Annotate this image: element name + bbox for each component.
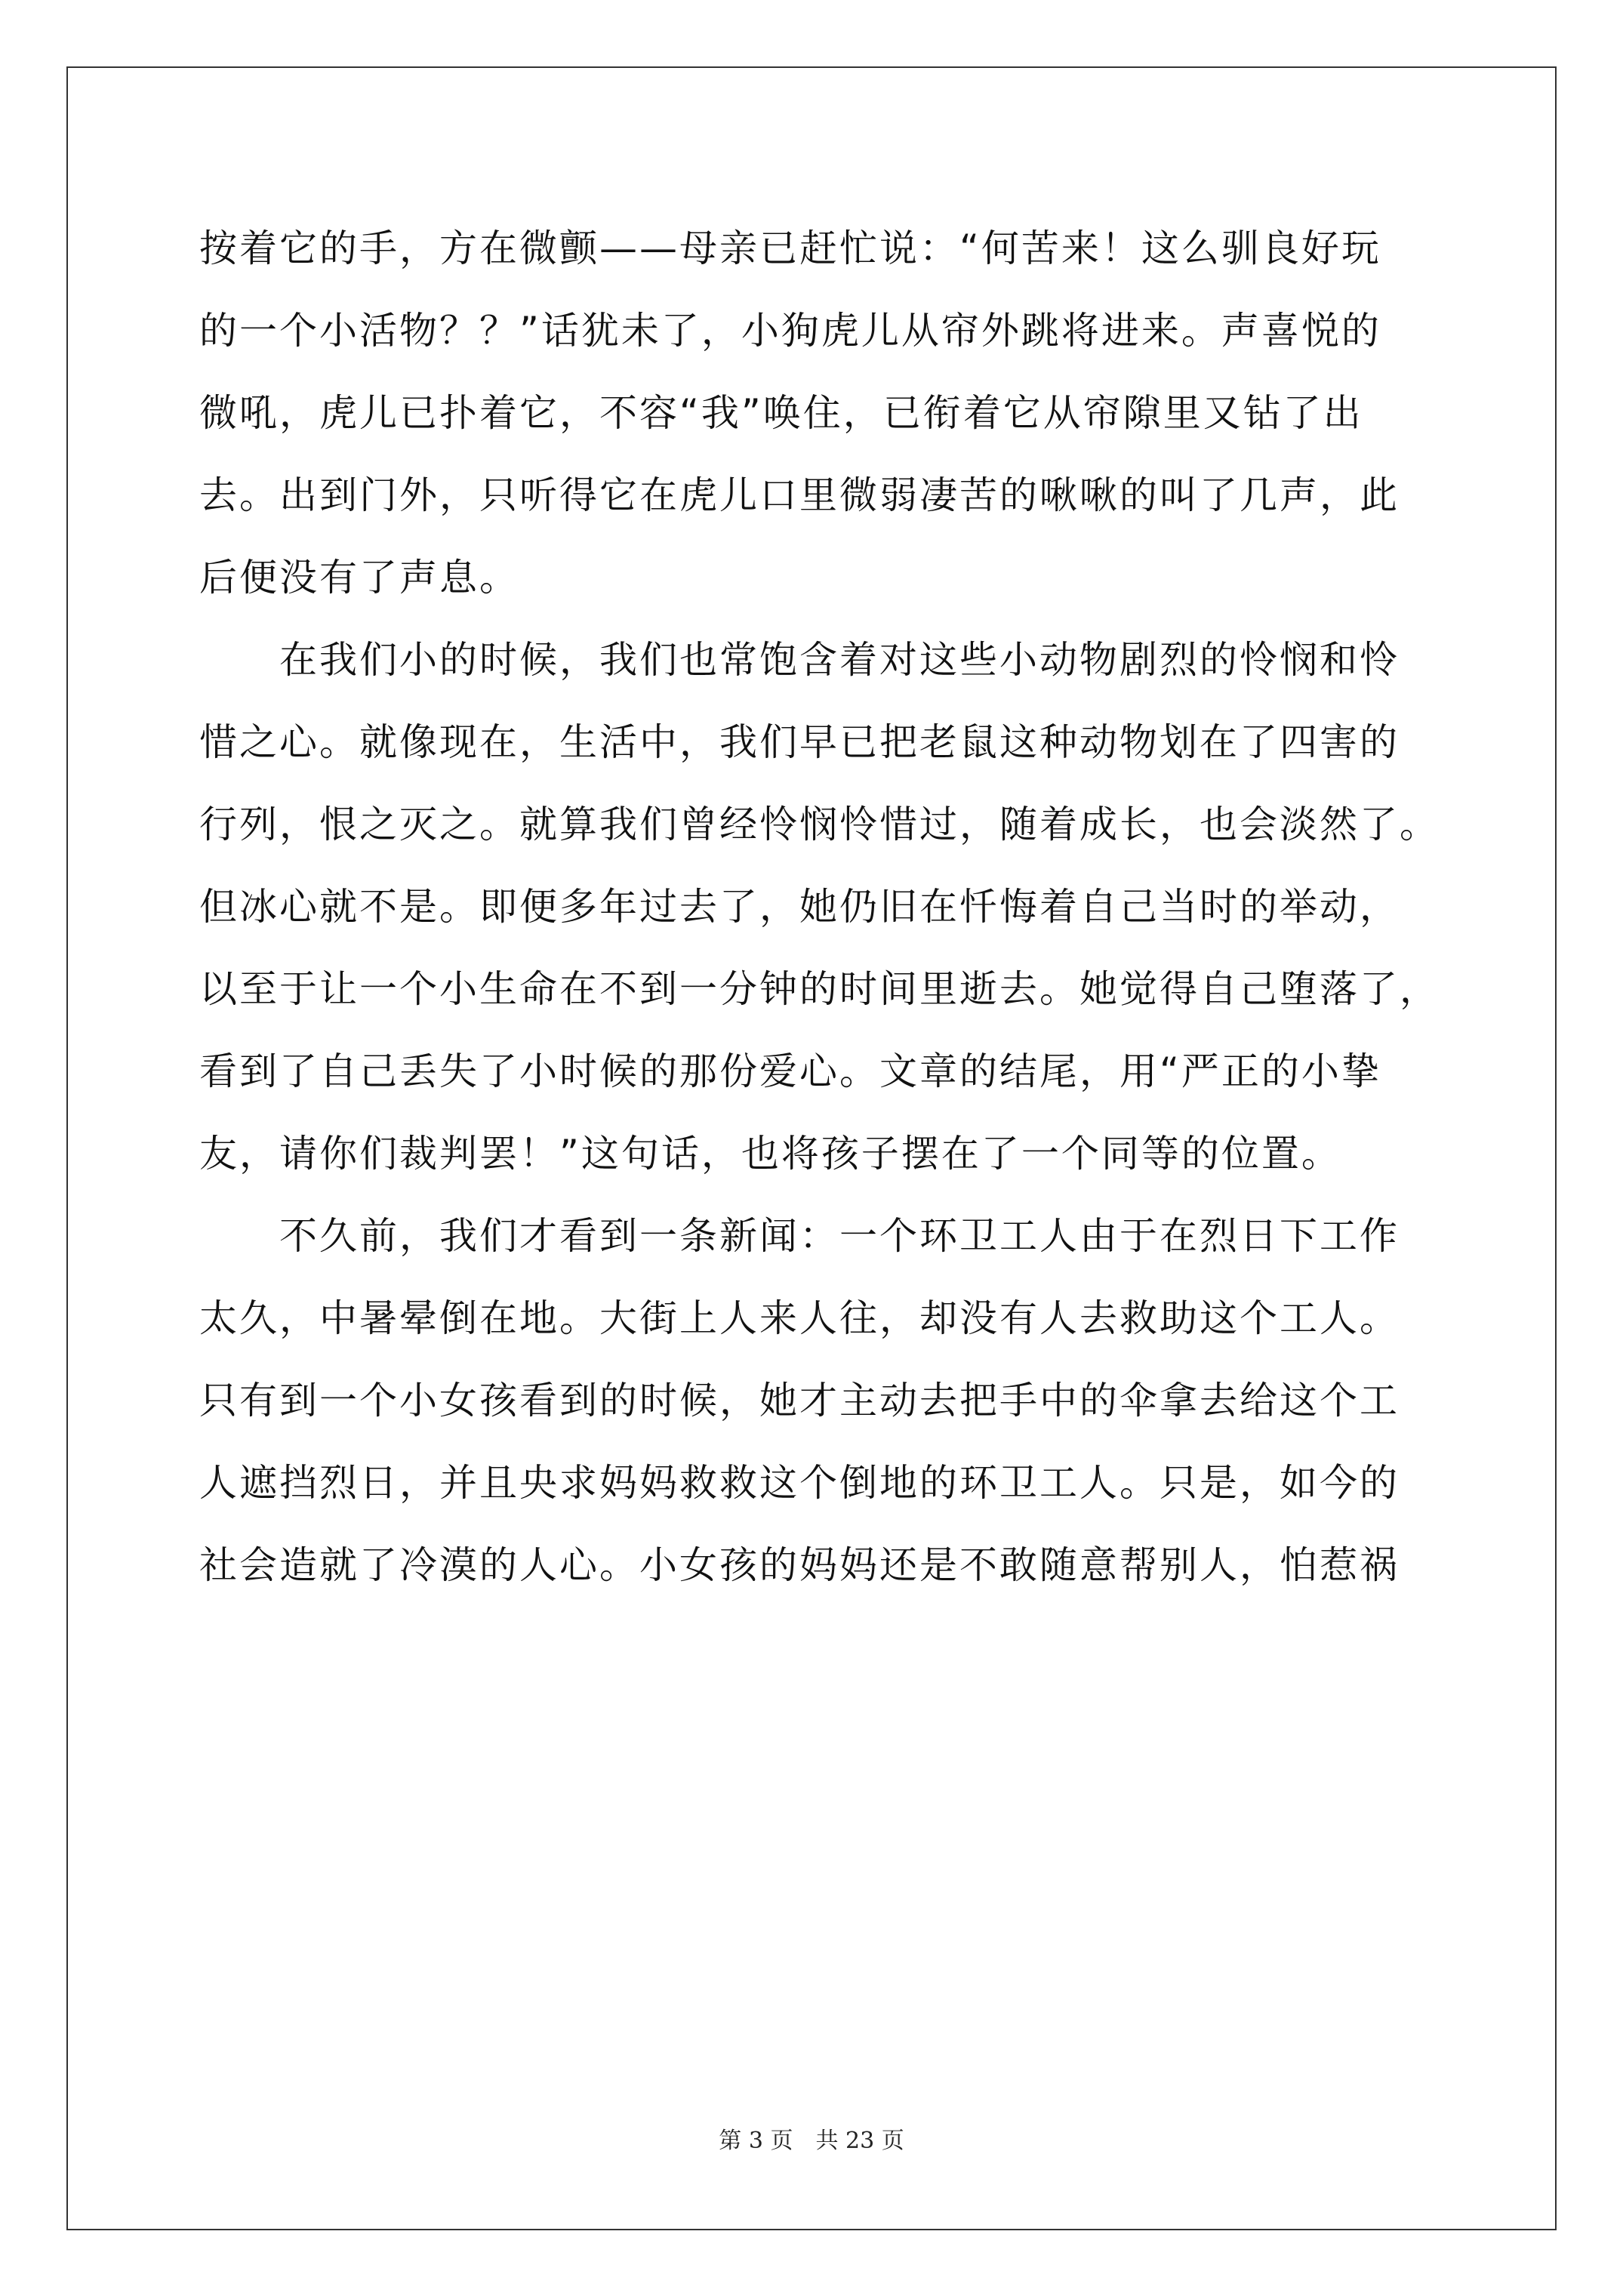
text-line: 但冰心就不是。即便多年过去了，她仍旧在忏悔着自己当时的举动， bbox=[199, 885, 1400, 929]
text-line: 友，请你们裁判罢！”这句话，也将孩子摆在了一个同等的位置。 bbox=[199, 1132, 1341, 1176]
text-line: 以至于让一个小生命在不到一分钟的时间里逝去。她觉得自己堕落了， bbox=[199, 967, 1440, 1011]
page-number-footer: 第 3 页 共 23 页 bbox=[719, 2128, 904, 2154]
text-line: 人遮挡烈日，并且央求妈妈救救这个倒地的环卫工人。只是，如今的 bbox=[199, 1461, 1400, 1505]
text-line: 的一个小活物？？”话犹未了，小狗虎儿从帘外跳将进来。声喜悦的 bbox=[199, 309, 1381, 353]
text-line: 社会造就了冷漠的人心。小女孩的妈妈还是不敢随意帮别人，怕惹祸 bbox=[199, 1543, 1400, 1587]
text-line: 太久，中暑晕倒在地。大街上人来人往，却没有人去救助这个工人。 bbox=[199, 1296, 1400, 1340]
text-line: 不久前，我们才看到一条新闻：一个环卫工人由于在烈日下工作 bbox=[199, 1214, 1400, 1258]
text-line: 惜之心。就像现在，生活中，我们早已把老鼠这种动物划在了四害的 bbox=[199, 720, 1400, 764]
text-line: 在我们小的时候，我们也常饱含着对这些小动物剧烈的怜悯和怜 bbox=[199, 638, 1400, 682]
text-line: 行列，恨之灭之。就算我们曾经怜悯怜惜过，随着成长，也会淡然了。 bbox=[199, 803, 1440, 846]
text-line: 按着它的手，方在微颤——母亲已赶忙说：“何苦来！这么驯良好玩 bbox=[199, 227, 1381, 270]
text-line: 只有到一个小女孩看到的时候，她才主动去把手中的伞拿去给这个工 bbox=[199, 1379, 1400, 1422]
text-line: 微吼，虎儿已扑着它，不容“我”唤住，已衔着它从帘隙里又钻了出 bbox=[199, 391, 1363, 435]
text-line: 看到了自己丢失了小时候的那份爱心。文章的结尾，用“严正的小挚 bbox=[199, 1049, 1381, 1093]
body-text bbox=[199, 208, 1452, 1607]
text-line: 后便没有了声息。 bbox=[199, 556, 519, 599]
text-line: 去。出到门外，只听得它在虎儿口里微弱凄苦的啾啾的叫了几声，此 bbox=[199, 473, 1400, 517]
